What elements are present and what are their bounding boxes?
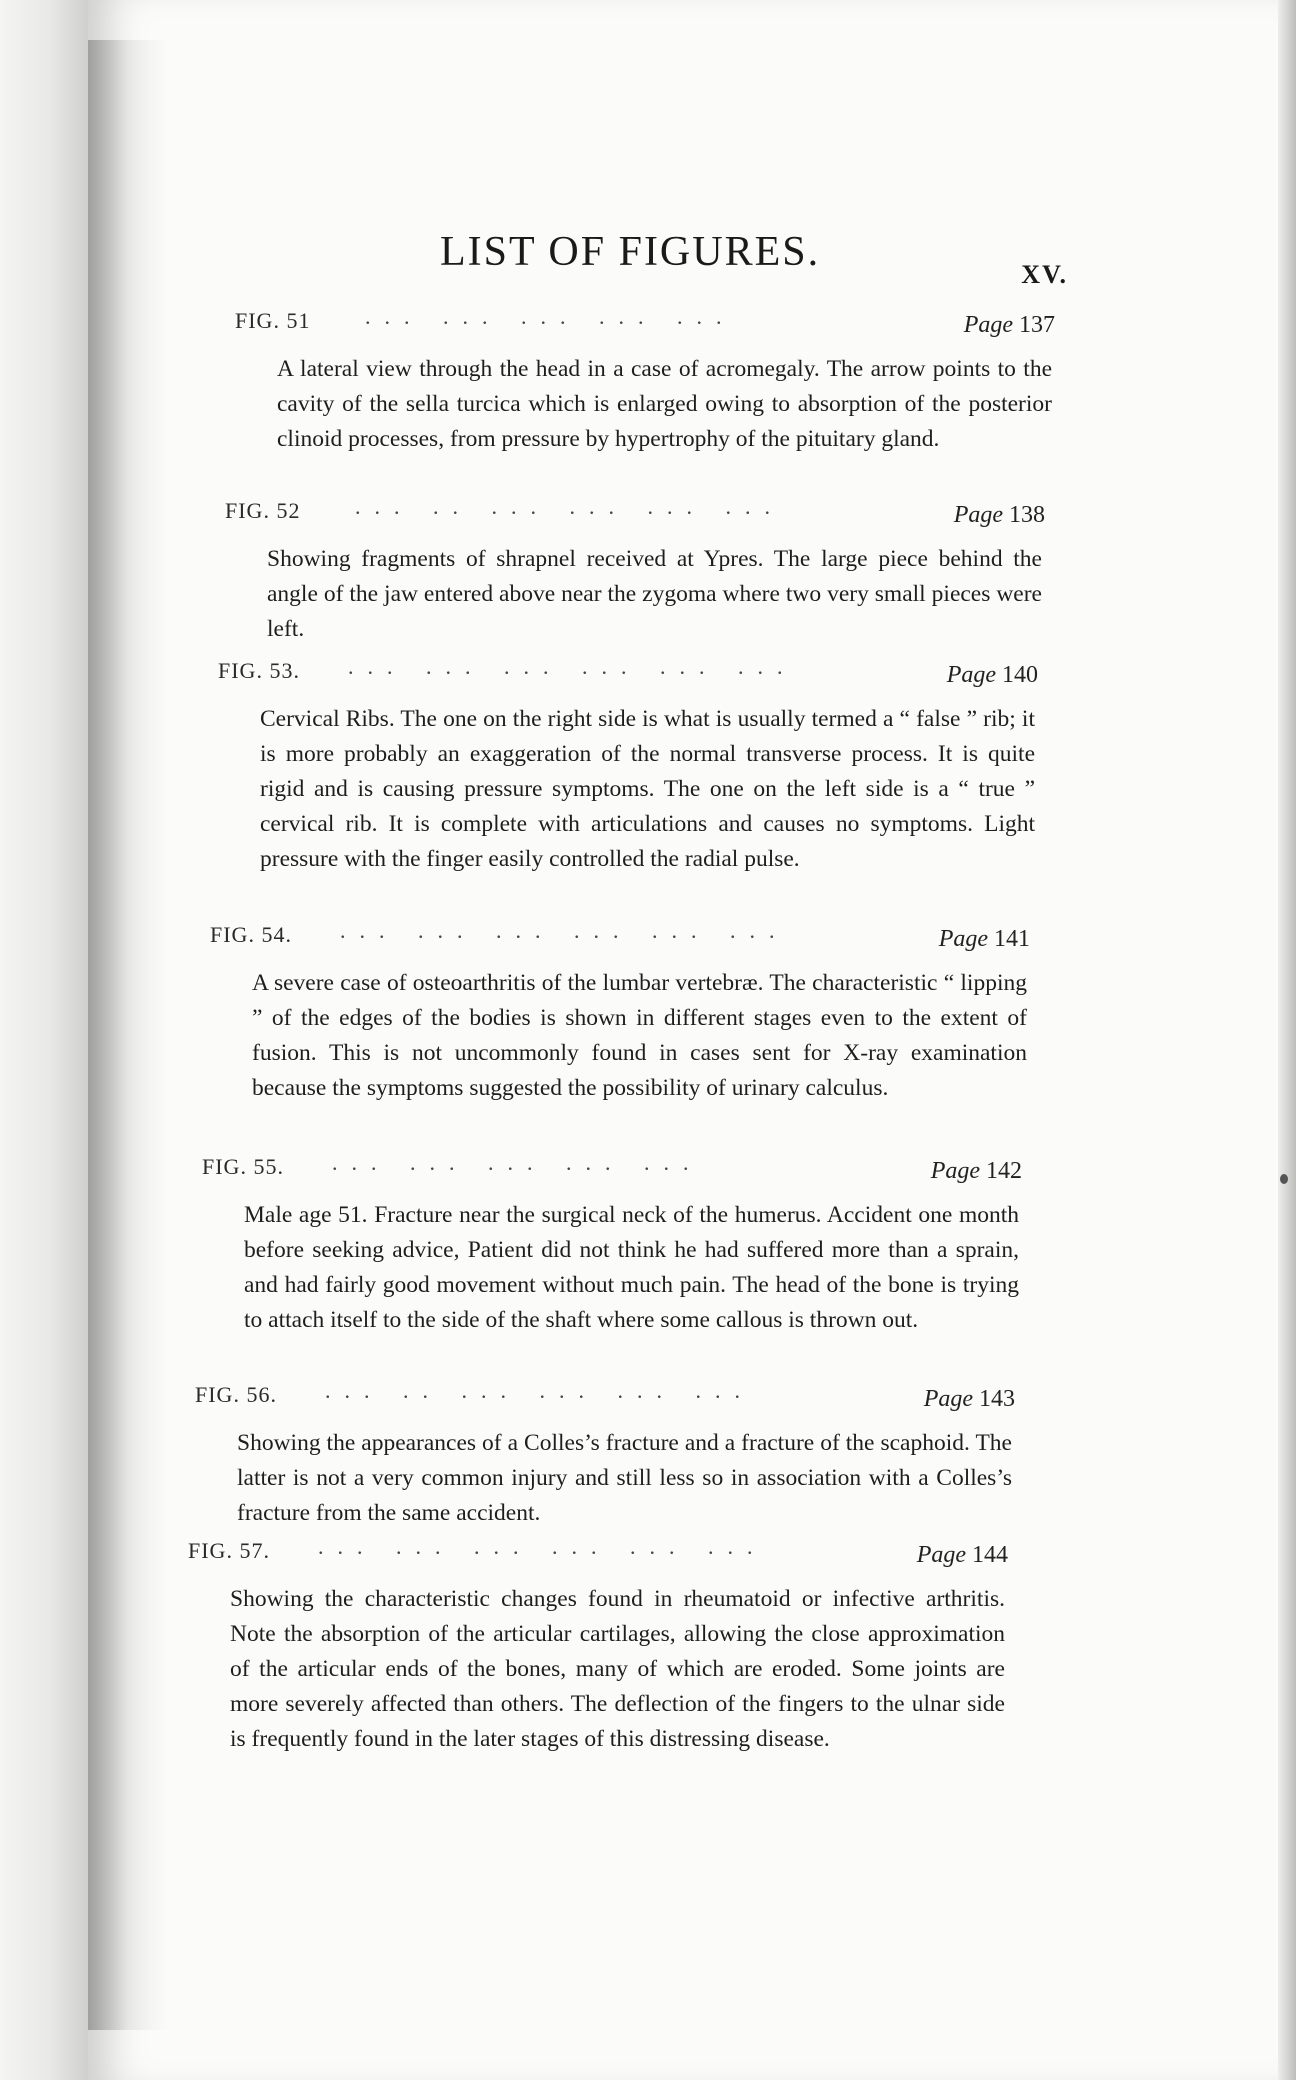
figure-description: Cervical Ribs. The one on the right side is what is usually termed a “ false ” rib; it is more probably an exaggeration of the normal transverse process. It is quite rigid and is causing pressure symptoms. The one on the left side is a “ true ” cervical rib. It is complete with articulations and causes no symptoms. Light pressure with the finger easily controlled the radial pulse. (260, 706, 1035, 872)
page-reference (924, 1386, 1015, 1413)
figure-description: A lateral view through the head in a case of acromegaly. The arrow points to the cavity of the sella turcica which is enlarged owing to absorption of the posterior clinoid processes, from pressure by hypertrophy of the pituitary gland. (277, 356, 1052, 452)
page-reference (917, 1542, 1008, 1569)
figure-description: Showing the characteristic changes found in rheumatoid or infective arthritis. Note the absorption of the articular cartilages, allowing the close approximation of the articular ends of the bones, many of which are eroded. Some joints are more severely affected than others. The deflection of the fingers to the ulnar side is frequently found in the later stages of this distressing disease. (230, 1586, 1005, 1752)
figure-entry (210, 918, 1030, 1106)
figure-entry (225, 494, 1045, 647)
figure-label: FIG. 57. (188, 1538, 270, 1563)
page-number: XV. (1021, 260, 1068, 289)
figure-label: FIG. 52 (225, 498, 301, 523)
page-reference (954, 502, 1045, 529)
page-reference (947, 662, 1038, 689)
dot-leader: ... .. ... ... ... ... (325, 1378, 754, 1403)
page-ref-number: 141 (994, 926, 1030, 952)
page-prefix: Page (963, 312, 1013, 338)
running-header (440, 228, 1080, 298)
page-ref-number: 143 (979, 1386, 1015, 1412)
page-ref-number: 140 (1002, 662, 1038, 688)
figure-label: FIG. 53. (218, 658, 300, 683)
page-prefix: Page (946, 662, 996, 688)
page-reference (939, 926, 1030, 953)
dot-leader: ... ... ... ... ... ... (348, 654, 797, 679)
figure-label: FIG. 54. (210, 922, 292, 947)
page-ref-number: 137 (1019, 312, 1055, 338)
gutter-shadow (88, 40, 168, 2030)
page-reference (931, 1158, 1022, 1185)
page-ref-number: 144 (972, 1542, 1008, 1568)
page-prefix: Page (953, 502, 1003, 528)
page-prefix: Page (916, 1542, 966, 1568)
figure-entry (218, 654, 1038, 877)
figure-description: A severe case of osteoarthritis of the lumbar vertebræ. The characteristic “ lipping ” of the edges of the bodies is shown in different stages even to the extent of fusion. This is not uncommonly found in cases sent for X-ray examination because the symptoms suggested the possibility of urinary calculus. (252, 970, 1027, 1101)
scan-margin-right (1278, 0, 1296, 2080)
figure-entry (202, 1150, 1022, 1338)
scan-speck (1280, 1174, 1288, 1184)
dot-leader: ... .. ... ... ... ... (355, 494, 784, 519)
figure-description: Male age 51. Fracture near the surgical neck of the humerus. Accident one month before seeking advice, Patient did not think he had suffered more than a sprain, and had fairly good movement without much pain. The head of the bone is trying to attach itself to the side of the shaft where some callous is thrown out. (244, 1202, 1019, 1333)
figure-description: Showing the appearances of a Colles’s fracture and a fracture of the scaphoid. The latter is not a very common injury and still less so in association with a Colles’s fracture from the same accident. (237, 1430, 1012, 1526)
dot-leader: ... ... ... ... ... (332, 1150, 703, 1175)
figure-entry (188, 1534, 1008, 1757)
figure-entry (235, 304, 1055, 457)
page-prefix: Page (938, 926, 988, 952)
page-reference (964, 312, 1055, 339)
dot-leader: ... ... ... ... ... (365, 304, 736, 329)
scan-margin-left (0, 0, 88, 2080)
figure-entry (195, 1378, 1015, 1531)
figure-description: Showing fragments of shrapnel received at Ypres. The large piece behind the angle of the jaw entered above near the zygoma where two very small pieces were left. (267, 546, 1042, 642)
page-ref-number: 142 (986, 1158, 1022, 1184)
page-prefix: Page (930, 1158, 980, 1184)
figure-label: FIG. 51 (235, 308, 311, 333)
page-title: LIST OF FIGURES. (440, 229, 821, 275)
page-prefix: Page (923, 1386, 973, 1412)
figure-label: FIG. 56. (195, 1382, 277, 1407)
page-ref-number: 138 (1009, 502, 1045, 528)
dot-leader: ... ... ... ... ... ... (318, 1534, 767, 1559)
dot-leader: ... ... ... ... ... ... (340, 918, 789, 943)
figure-label: FIG. 55. (202, 1154, 284, 1179)
